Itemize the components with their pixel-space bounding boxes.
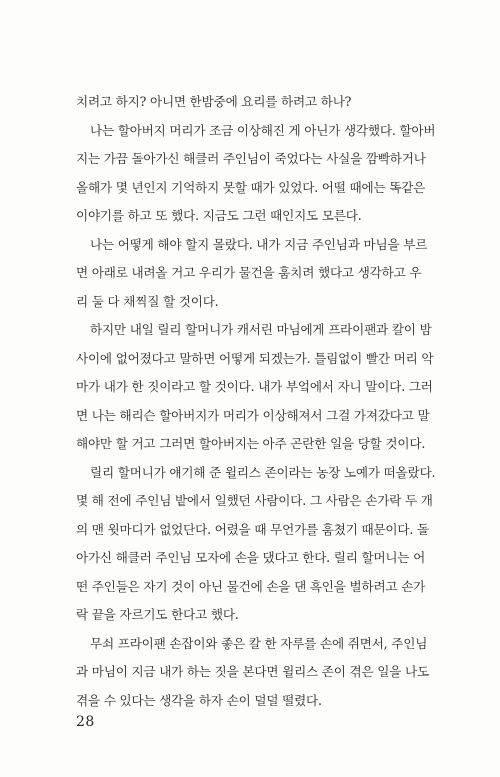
text-line: 해야만 할 거고 그러면 할아버지는 아주 곤란한 일을 당할 것이다. bbox=[76, 436, 426, 451]
text-line: 과 마님이 지금 내가 하는 짓을 본다면 윌리스 존이 겪은 일을 나도 bbox=[76, 664, 429, 679]
text-line: 몇 해 전에 주인님 밭에서 일했던 사람이다. 그 사람은 손가락 두 개 bbox=[76, 493, 433, 508]
page-number: 28 bbox=[76, 714, 95, 730]
text-line: 나는 할아버지 머리가 조금 이상해진 게 아닌가 생각했다. 할아버 bbox=[90, 122, 436, 138]
text-line: 치려고 하지? 아니면 한밤중에 요리를 하려고 하나? bbox=[76, 94, 352, 109]
body-text bbox=[76, 88, 442, 715]
text-line: 의 맨 윗마디가 없었단다. 어렸을 때 무언가를 훔쳤기 때문이다. 돌 bbox=[76, 521, 429, 537]
text-line: 하지만 내일 릴리 할머니가 캐서린 마님에게 프라이팬과 칼이 밤 bbox=[90, 322, 432, 337]
text-line: 릴리 할머니가 얘기해 준 윌리스 존이라는 농장 노예가 떠올랐다. bbox=[90, 464, 436, 480]
text-line: 면 나는 해리슨 할아버지가 머리가 이상해져서 그걸 가져갔다고 말 bbox=[76, 407, 430, 423]
text-line: 락 끝을 자르기도 한다고 했다. bbox=[76, 607, 239, 622]
text-line: 사이에 없어졌다고 말하면 어떻게 되겠는가. 틀림없이 빨간 머리 악 bbox=[76, 350, 434, 366]
text-line: 떤 주인들은 자기 것이 아닌 물건에 손을 댄 흑인을 벌하려고 손가 bbox=[76, 578, 426, 594]
text-line: 이야기를 하고 또 했다. 지금도 그런 때인지도 모른다. bbox=[76, 208, 362, 223]
text-line: 리 둘 다 채찍질 할 것이다. bbox=[76, 293, 219, 309]
text-line: 아가신 해클러 주인님 모자에 손을 댔다고 한다. 릴리 할머니는 어 bbox=[76, 550, 426, 565]
text-line: 올해가 몇 년인지 기억하지 못할 때가 있었다. 어떨 때에는 똑같은 bbox=[76, 179, 426, 195]
text-line: 겪을 수 있다는 생각을 하자 손이 덜덜 떨렸다. bbox=[76, 692, 322, 708]
text-line: 마가 내가 한 짓이라고 할 것이다. 내가 부엌에서 자니 말이다. 그러 bbox=[76, 379, 433, 394]
text-line: 면 아래로 내려올 거고 우리가 물건을 훔치려 했다고 생각하고 우 bbox=[76, 265, 422, 280]
text-line: 나는 어떻게 해야 할지 몰랐다. 내가 지금 주인님과 마님을 부르 bbox=[90, 236, 428, 252]
text-line: 무쇠 프라이팬 손잡이와 좋은 칼 한 자루를 손에 쥐면서, 주인님 bbox=[90, 635, 428, 651]
text-line: 지는 가끔 돌아가신 해클러 주인님이 죽었다는 사실을 깜빡하거나 bbox=[76, 151, 426, 166]
